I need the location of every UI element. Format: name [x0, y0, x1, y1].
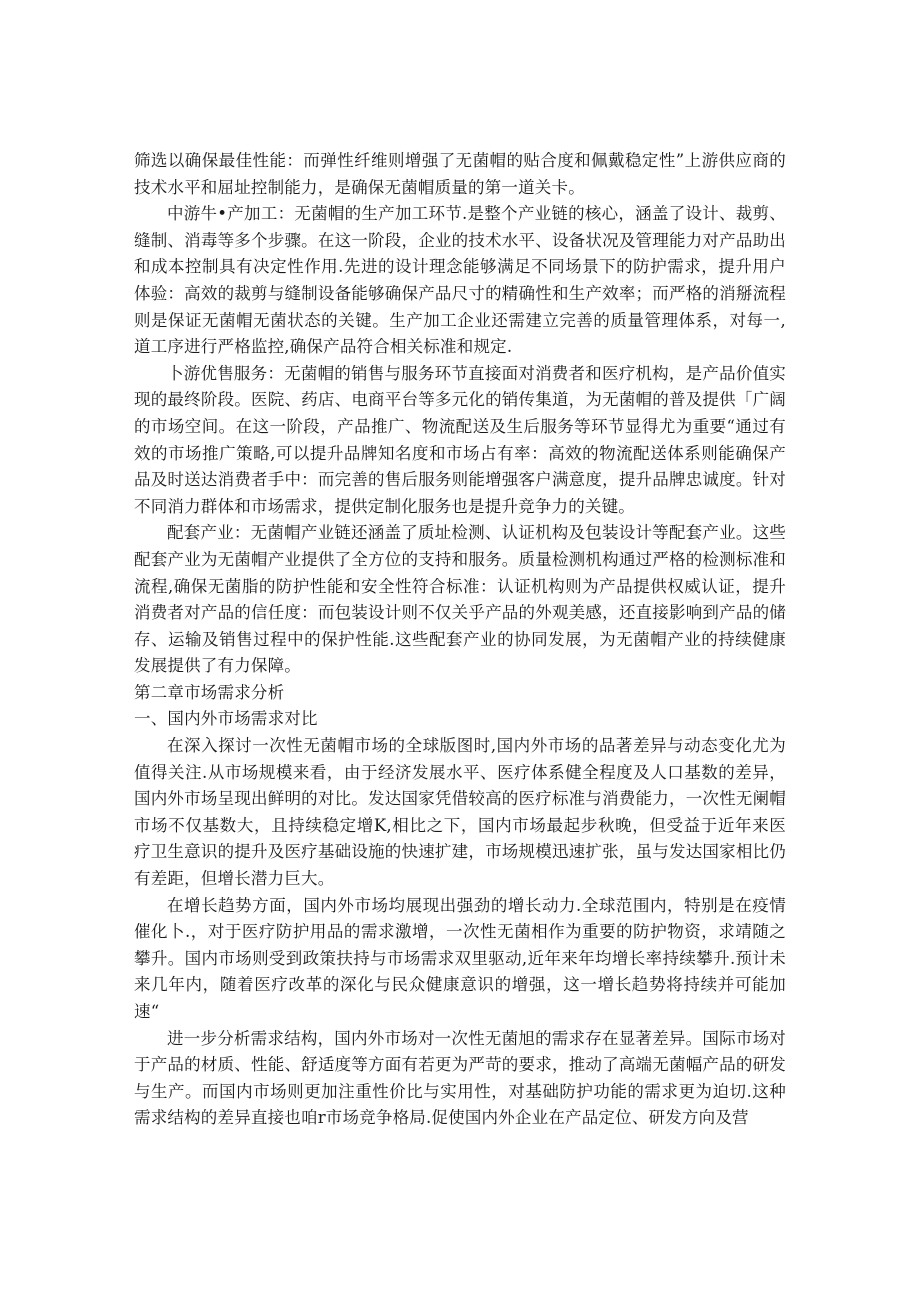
paragraph-midstream-production: 中游牛•产加工：无菌帽的生产加工环节.是整个产业链的核心，涵盖了设计、裁剪、缝制、消毒等多个步骤。在这一阶段，企业的技术水平、设备状况及管理能力对产品助出和成本控制具有决定性作用.先进的设计理念能够满足不同场景下的防护需求，提升用户体验：高效的裁剪与缝制设备能够确保产品尺寸的精确性和生产效率；而严格的消掰流程则是保证无菌帽无菌状态的关键。生产加工企业还需建立完善的质量管理体系，对每一,道工序进行严格监控,确保产品符合相关标准和规定.	[134, 204, 786, 357]
paragraph-upstream-continued: 筛选以确保最佳性能：而弹性纤维则增强了无菌帽的贴合度和佩戴稳定性”上游供应商的技术水平和屈址控制能力，是确保无菌帽质量的第一道关卡。	[134, 151, 786, 197]
paragraph-downstream-sales: 卜游优售服务：无菌帽的销售与服务环节直接面对消费者和医疗机构，是产品价值实现的最终阶段。医院、药店、电商平台等多元化的销传集道，为无菌帽的普及提供「广阔的市场空间。在这一阶段，产品推广、物流配送及生后服务等环节显得尤为重要“通过有效的市场推广策略,可以提升品牌知名度和市场占有率：高效的物流配送体系则能确保产品及时送达消费者手中：而完善的售后服务则能增强客户满意度，提升品牌忠诚度。针对不同消力群体和市场需求，提供定制化服务也是提升竞争力的关键。	[134, 363, 786, 516]
section-heading: 一、国内外市场需求对比	[134, 709, 318, 729]
paragraph-growth-trend: 在增长趋势方面，国内外市场均展现出强劲的增长动力.全球范围内，特别是在疫情催化卜.，对于医疗防护用品的需求激增，一次性无菌相作为重要的防护物资，求靖随之攀升。国内市场则受到政策扶持与市场需求双里驱动,近年来年均增长率持续攀升.预计未来几年内，随着医疗改革的深化与民众健康意识的增强，这一增长趋势将持续并可能加速“	[134, 895, 786, 1021]
paragraph-supporting-industries: 配套产业：无菌帽产业链还涵盖了质址检测、认证机构及包装设计等配套产业。这些配套产业为无菌帽产业提供了全方位的支持和服务。质量检测机构通过严格的检测标准和流程,确保无菌脂的防护性能和安全性符合标准：认证机构则为产品提供权威认证，提升消费者对产品的信任度：而包装设计则不仅关乎产品的外观美感，还直接影响到产品的储存、运输及销售过程中的保护性能.这些配套产业的协同发展，为无菌帽产业的持续健康发展提供了有力保障。	[134, 523, 786, 676]
paragraph-demand-structure: 进一步分析需求结构，国内外市场对一次性无菌旭的需求存在显著差异。国际市场对于产品的材质、性能、舒适度等方面有若更为严苛的要求，推动了高端无菌幅产品的研发与生产。而国内市场则更加注重性价比与实用性，对基础防护功能的需求更为迫切.这种需求结构的差异直接也咱r市场竞争格局.促使国内外企业在产品定位、研发方向及营	[134, 1028, 786, 1128]
paragraph-market-scale-comparison: 在深入探讨一次性无菌帽市场的全球版图时,国内外市场的品著差异与动态变化尤为值得关注.从市场规模来看，由于经济发展水平、医疗体系健全程度及人口基数的差异，国内外市场呈现出鲜明的对比。发达国家凭借较高的医疗标准与消费能力，一次性无阑帽市场不仅基数大，且持续稳定增K,相比之下，国内市场最起步秋晚，但受益于近年来医疗卫生意识的提升及医疗基础设施的快速扩建，市场规模迅速扩张，虽与发达国家相比仍有差距，但增长潜力巨大。	[134, 736, 786, 889]
document-body	[134, 148, 786, 1132]
chapter-heading: 第二章市场需求分析	[134, 682, 285, 702]
